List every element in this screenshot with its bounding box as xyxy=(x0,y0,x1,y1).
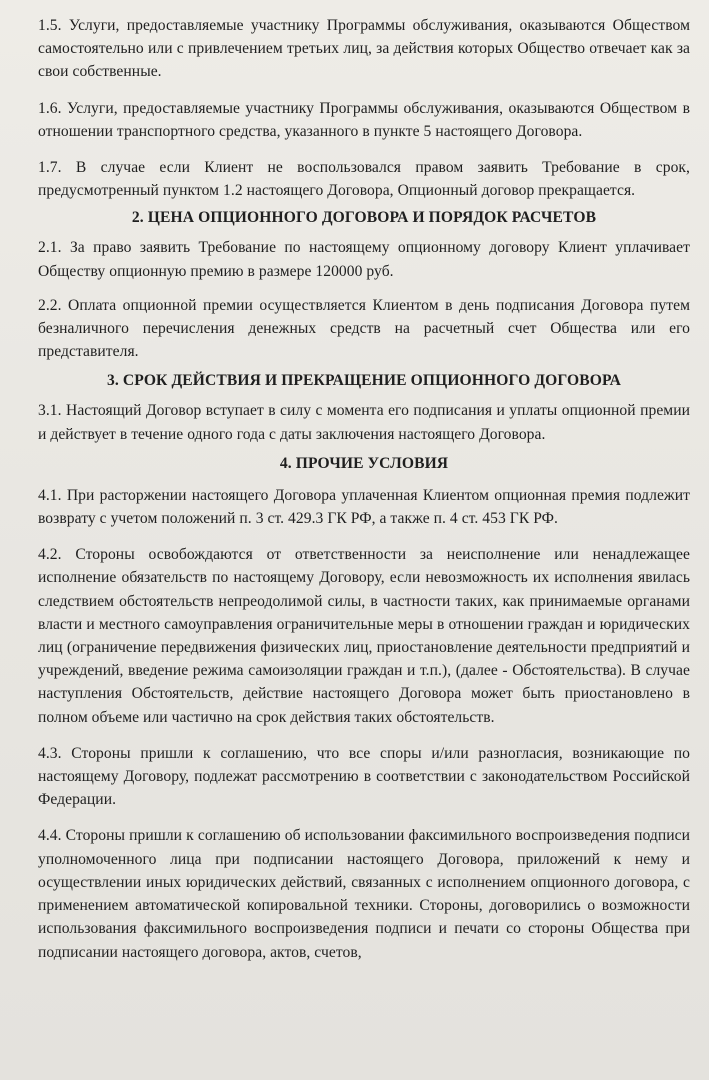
section-2-heading: 2. ЦЕНА ОПЦИОННОГО ДОГОВОРА И ПОРЯДОК РАСЧЕТОВ xyxy=(131,209,597,227)
section-3-heading: 3. СРОК ДЕЙСТВИЯ И ПРЕКРАЩЕНИЕ ОПЦИОННОГО ДОГОВОРА xyxy=(107,372,621,390)
clause-4-4: 4.4. Стороны пришли к соглашению об использовании факсимильного воспроизведения подписи уполномоченного лица при подписании настоящего Договора, приложений к нему и осуществлении иных юридических действий, связанных с исполнением опционного договора, с применением автоматической копировальной техники. Стороны, договорились о возможности использования факсимильного воспроизведения подписи и печати со стороны Общества при подписании настоящего договора, актов, счетов, xyxy=(38,827,690,961)
clause-1-5: 1.5. Услуги, предоставляемые участнику Программы обслуживания, оказываются Обществом самостоятельно или с привлечением третьих лиц, за действия которых Общество отвечает как за свои собственные. xyxy=(38,17,690,81)
document-body xyxy=(38,14,690,977)
clause-1-6: 1.6. Услуги, предоставляемые участнику Программы обслуживания, оказываются Обществом в отношении транспортного средства, указанного в пункте 5 настоящего Договора. xyxy=(38,99,690,140)
clause-2-1: 2.1. За право заявить Требование по настоящему опционному договору Клиент уплачивает Обществу опционную премию в размере 120000 руб. xyxy=(38,239,690,280)
clause-1-7: 1.7. В случае если Клиент не воспользовался правом заявить Требование в срок, предусмотренный пунктом 1.2 настоящего Договора, Опционный договор прекращается. xyxy=(38,159,690,200)
clause-4-1: 4.1. При расторжении настоящего Договора уплаченная Клиентом опционная премия подлежит возврату с учетом положений п. 3 ст. 429.3 ГК РФ, а также п. 4 ст. 453 ГК РФ. xyxy=(38,486,690,528)
clause-4-2: 4.2. Стороны освобождаются от ответственности за неисполнение или ненадлежащее исполнение обязательств по настоящему Договору, если невозможность их исполнения явилась следствием обстоятельств непреодолимой силы, в частности таких, как принимаемые органами власти и местного самоуправления ограничительные меры в отношении граждан и юридических лиц (ограничение передвижения физических лиц, приостановление деятельности предприятий и учреждений, введение режима самоизоляции граждан и т.п.), (далее - Обстоятельства). В случае наступления Обстоятельств, действие настоящего Договора может быть приостановлено в полном объеме или частично на срок действия таких обстоятельств. xyxy=(38,546,690,726)
clause-3-1: 3.1. Настоящий Договор вступает в силу с момента его подписания и уплаты опционной премии и действует в течение одного года с даты заключения настоящего Договора. xyxy=(38,402,690,443)
clause-4-3: 4.3. Стороны пришли к соглашению, что все споры и/или разногласия, возникающие по настоящему Договору, подлежат рассмотрению в соответствии с законодательством Российской Федерации. xyxy=(38,744,690,809)
section-4-heading: 4. ПРОЧИЕ УСЛОВИЯ xyxy=(279,454,449,472)
clause-2-2: 2.2. Оплата опционной премии осуществляется Клиентом в день подписания Договора путем безналичного перечисления денежных средств на расчетный счет Общества или его представителя. xyxy=(38,296,690,361)
